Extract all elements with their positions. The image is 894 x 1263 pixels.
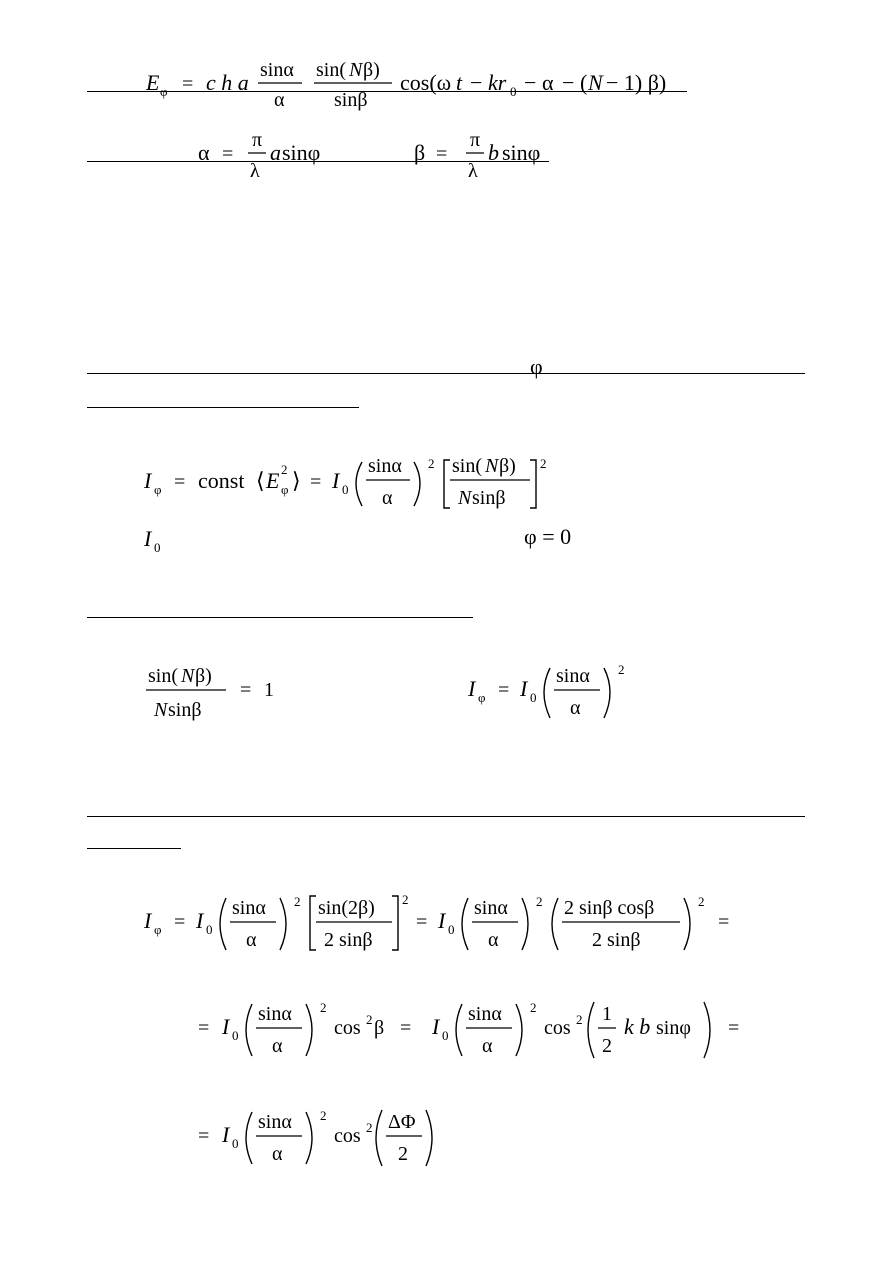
svg-text:α: α <box>542 70 554 95</box>
formula-ratio-one-svg <box>144 656 284 728</box>
formula-beta <box>412 124 562 192</box>
svg-text:1: 1 <box>602 1003 612 1025</box>
svg-text:2: 2 <box>530 1000 537 1015</box>
formula-two-slit-3-svg <box>196 1098 456 1174</box>
svg-text:⟨: ⟨ <box>256 468 265 493</box>
svg-text:φ: φ <box>154 922 162 937</box>
svg-text:2: 2 <box>320 1108 327 1123</box>
text-line-6 <box>87 816 805 817</box>
formula-ratio-one <box>144 656 284 734</box>
formula-single-slit-svg <box>464 652 644 728</box>
svg-text:2: 2 <box>428 456 435 471</box>
svg-text:sinβ: sinβ <box>472 487 506 509</box>
svg-text:β: β <box>374 1017 385 1039</box>
svg-text:2: 2 <box>294 894 301 909</box>
svg-text:0: 0 <box>342 482 349 497</box>
formula-two-slit-2-svg <box>196 990 756 1066</box>
svg-text:2: 2 <box>698 894 705 909</box>
svg-text:0: 0 <box>442 1028 449 1043</box>
svg-text:sinφ: sinφ <box>656 1017 691 1039</box>
svg-text:sinβ: sinβ <box>168 699 202 721</box>
svg-text:=: = <box>174 471 186 493</box>
svg-text:cos: cos <box>334 1125 361 1147</box>
svg-text:φ: φ <box>154 482 162 497</box>
formula-single-slit <box>464 652 644 734</box>
svg-text:2: 2 <box>576 1012 583 1027</box>
svg-text:cos(ω: cos(ω <box>400 70 452 95</box>
formula-beta-svg <box>412 124 562 186</box>
svg-text:sinφ: sinφ <box>282 140 321 165</box>
svg-text:β): β) <box>195 665 212 687</box>
svg-text:sinα: sinα <box>258 1111 292 1133</box>
svg-text:− 1) β): − 1) β) <box>606 70 667 95</box>
svg-text:E: E <box>266 468 280 493</box>
svg-text:sin(2β): sin(2β) <box>318 897 375 919</box>
svg-text:=: = <box>718 911 730 933</box>
svg-text:E: E <box>146 70 160 95</box>
symbol-i0 <box>142 522 182 562</box>
svg-text:α: α <box>482 1035 493 1057</box>
svg-text:N: N <box>154 699 168 721</box>
svg-text:b: b <box>488 140 499 165</box>
svg-text:−: − <box>562 70 575 95</box>
formula-two-slit-1 <box>140 884 740 966</box>
svg-text:kr: kr <box>488 70 507 95</box>
svg-text:sin(: sin( <box>316 59 346 81</box>
svg-text:I: I <box>144 468 152 493</box>
svg-text:(: ( <box>580 70 588 95</box>
svg-text:0: 0 <box>530 690 537 705</box>
svg-text:0: 0 <box>206 922 213 937</box>
svg-text:I: I <box>432 1014 440 1039</box>
formula-efield-svg <box>140 54 700 114</box>
text-line-3 <box>87 373 805 374</box>
svg-text:t: t <box>456 70 463 95</box>
svg-text:N: N <box>588 70 603 95</box>
symbol-phi: φ <box>530 354 543 379</box>
formula-two-slit-2 <box>196 990 756 1072</box>
svg-text:cos: cos <box>334 1017 361 1039</box>
svg-text:0: 0 <box>448 922 455 937</box>
svg-text:α: α <box>198 140 210 165</box>
svg-text:2: 2 <box>398 1143 408 1165</box>
svg-text:sinφ: sinφ <box>502 140 541 165</box>
svg-text:α: α <box>246 929 257 951</box>
svg-text:sinα: sinα <box>556 665 590 687</box>
formula-phi-zero: φ = 0 <box>524 524 572 549</box>
formula-efield <box>140 54 700 120</box>
svg-text:φ: φ <box>281 482 289 497</box>
svg-text:I: I <box>468 676 476 701</box>
svg-text:sinα: sinα <box>474 897 508 919</box>
svg-text:φ: φ <box>478 690 486 705</box>
svg-text:sinβ: sinβ <box>334 89 368 111</box>
svg-text:2: 2 <box>602 1035 612 1057</box>
svg-text:=: = <box>728 1017 740 1039</box>
svg-text:sin(: sin( <box>148 665 178 687</box>
svg-text:sinα: sinα <box>258 1003 292 1025</box>
svg-text:−: − <box>470 70 483 95</box>
symbol-i0-svg <box>142 522 182 556</box>
svg-text:2: 2 <box>281 462 288 477</box>
svg-text:π: π <box>252 129 263 151</box>
svg-text:1: 1 <box>264 679 274 701</box>
svg-text:2: 2 <box>366 1120 373 1135</box>
svg-text:I: I <box>222 1014 230 1039</box>
text-line-7 <box>87 848 181 849</box>
svg-text:2 sinβ: 2 sinβ <box>592 929 641 951</box>
svg-text:β): β) <box>499 455 516 477</box>
svg-text:α: α <box>272 1035 283 1057</box>
formula-intensity <box>140 446 580 524</box>
svg-text:sin(: sin( <box>452 455 482 477</box>
svg-text:=: = <box>310 471 322 493</box>
formula-two-slit-3 <box>196 1098 456 1180</box>
svg-text:2 sinβ cosβ: 2 sinβ cosβ <box>564 897 655 919</box>
svg-text:I: I <box>332 468 340 493</box>
svg-text:π: π <box>470 129 481 151</box>
svg-text:=: = <box>198 1017 210 1039</box>
svg-text:I: I <box>222 1122 230 1147</box>
svg-text:α: α <box>272 1143 283 1165</box>
svg-text:=: = <box>436 143 448 165</box>
formula-two-slit-1-svg <box>140 884 740 960</box>
svg-text:=: = <box>198 1125 210 1147</box>
svg-text:a: a <box>270 140 281 165</box>
svg-text:2 sinβ: 2 sinβ <box>324 929 373 951</box>
svg-text:=: = <box>182 73 194 95</box>
svg-text:c h a: c h a <box>206 70 249 95</box>
svg-text:β): β) <box>363 59 380 81</box>
svg-text:sinα: sinα <box>468 1003 502 1025</box>
formula-alpha <box>196 124 356 192</box>
svg-text:2: 2 <box>320 1000 327 1015</box>
svg-text:=: = <box>222 143 234 165</box>
svg-text:=: = <box>416 911 428 933</box>
svg-text:0: 0 <box>232 1028 239 1043</box>
svg-text:α: α <box>382 487 393 509</box>
svg-text:N: N <box>349 59 363 81</box>
svg-text:k b: k b <box>624 1014 651 1039</box>
svg-text:φ: φ <box>160 84 168 99</box>
svg-text:α: α <box>274 89 285 111</box>
svg-text:2: 2 <box>540 456 547 471</box>
svg-text:const: const <box>198 468 245 493</box>
svg-text:0: 0 <box>154 540 161 555</box>
svg-text:2: 2 <box>366 1012 373 1027</box>
svg-text:I: I <box>520 676 528 701</box>
svg-text:0: 0 <box>510 84 517 99</box>
svg-text:=: = <box>498 679 510 701</box>
svg-text:=: = <box>174 911 186 933</box>
svg-text:=: = <box>240 679 252 701</box>
svg-text:α: α <box>570 697 581 719</box>
svg-text:2: 2 <box>402 892 409 907</box>
text-line-5 <box>87 617 473 618</box>
svg-text:I: I <box>438 908 446 933</box>
svg-text:λ: λ <box>468 160 478 182</box>
svg-text:α: α <box>488 929 499 951</box>
svg-text:N: N <box>458 487 472 509</box>
svg-text:2: 2 <box>536 894 543 909</box>
formula-intensity-svg <box>140 446 580 518</box>
svg-text:0: 0 <box>232 1136 239 1151</box>
svg-text:β: β <box>414 140 426 165</box>
svg-text:sinα: sinα <box>232 897 266 919</box>
svg-text:sinα: sinα <box>260 59 294 81</box>
svg-text:N: N <box>181 665 195 687</box>
svg-text:N: N <box>485 455 499 477</box>
svg-text:=: = <box>400 1017 412 1039</box>
svg-text:I: I <box>144 908 152 933</box>
svg-text:I: I <box>196 908 204 933</box>
svg-text:⟩: ⟩ <box>292 468 301 493</box>
svg-text:sinα: sinα <box>368 455 402 477</box>
svg-text:I: I <box>144 526 152 551</box>
text-line-4 <box>87 407 359 408</box>
svg-text:2: 2 <box>618 662 625 677</box>
svg-text:ΔΦ: ΔΦ <box>388 1111 416 1133</box>
formula-alpha-svg <box>196 124 356 186</box>
svg-text:−: − <box>524 70 537 95</box>
svg-text:cos: cos <box>544 1017 571 1039</box>
svg-text:λ: λ <box>250 160 260 182</box>
